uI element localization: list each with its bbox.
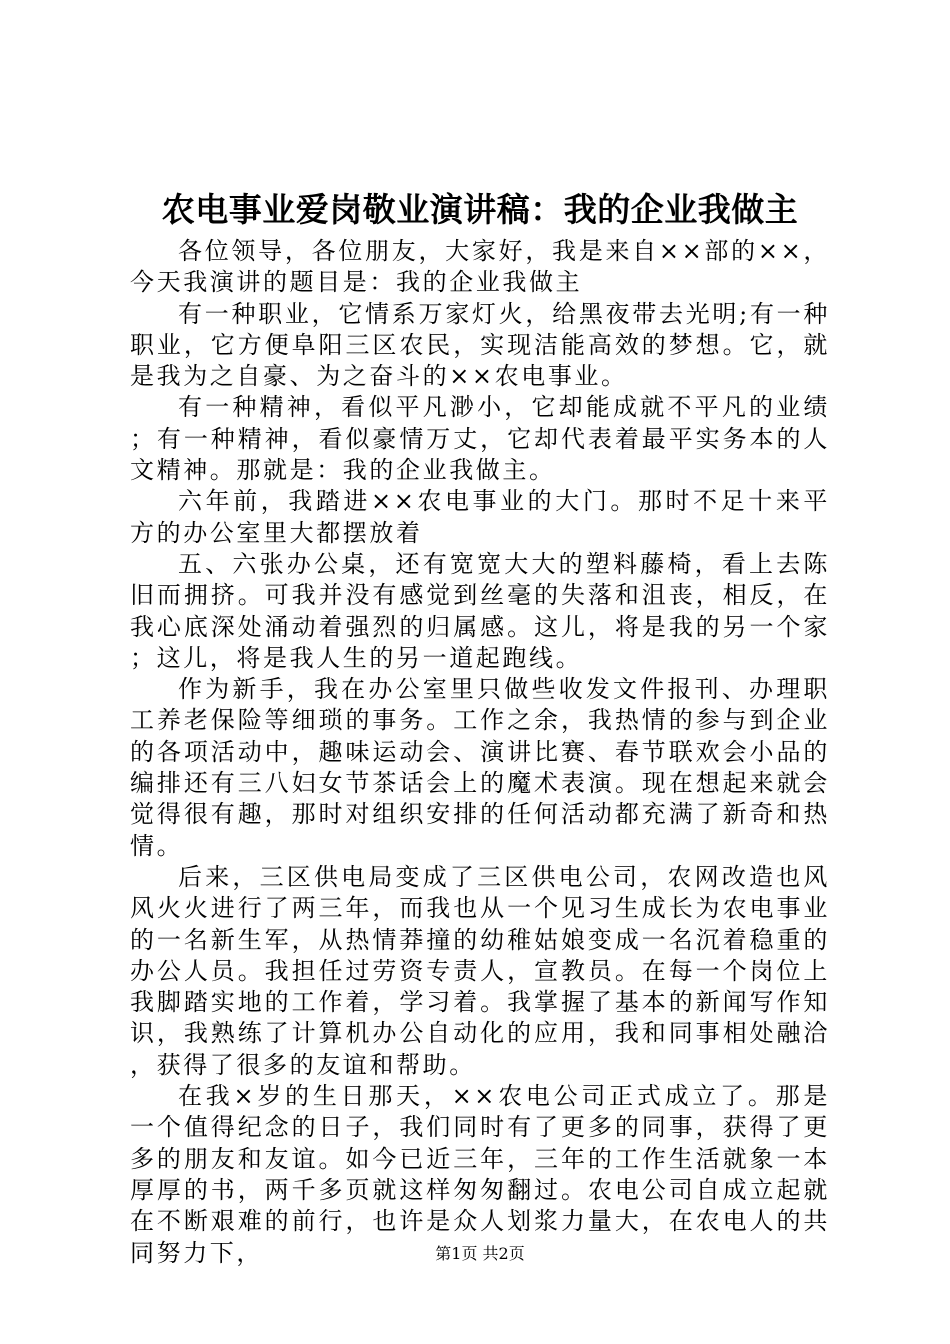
paragraph-company-founded: 在我×岁的生日那天，××农电公司正式成立了。那是一个值得纪念的日子，我们同时有了更多的同事，获得了更多的朋友和友谊。如今已近三年，三年的工作生活就象一本厚厚的书，两千多页就这样匆匆翻过。农电公司自成立起就在不断艰难的前行，也许是众人划浆力量大，在农电人的共同努力下， (130, 1082, 830, 1267)
page-number-footer: 第1页 共2页 (435, 1244, 525, 1263)
paragraph-greeting: 各位领导，各位朋友，大家好，我是来自××部的××，今天我演讲的题目是：我的企业我做主 (130, 237, 830, 297)
document-page (130, 0, 830, 1344)
paragraph-profession: 有一种职业，它情系万家灯火，给黑夜带去光明;有一种职业，它方便阜阳三区农民，实现洁能高效的梦想。它，就是我为之自豪、为之奋斗的××农电事业。 (130, 299, 830, 391)
document-body (130, 236, 830, 1269)
paragraph-spirit: 有一种精神，看似平凡渺小，它却能成就不平凡的业绩；有一种精神，看似豪情万丈，它却代表着最平实务本的人文精神。那就是：我的企业我做主。 (130, 393, 830, 485)
paragraph-office-desks: 五、六张办公桌，还有宽宽大大的塑料藤椅，看上去陈旧而拥挤。可我并没有感觉到丝毫的失落和沮丧，相反，在我心底深处涌动着强烈的归属感。这儿，将是我的另一个家；这儿，将是我人生的另一道起跑线。 (130, 549, 830, 672)
paragraph-six-years-ago: 六年前，我踏进××农电事业的大门。那时不足十来平方的办公室里大都摆放着 (130, 487, 830, 547)
document-title: 农电事业爱岗敬业演讲稿：我的企业我做主 (161, 190, 799, 229)
paragraph-newcomer: 作为新手，我在办公室里只做些收发文件报刊、办理职工养老保险等细琐的事务。工作之余，我热情的参与到企业的各项活动中，趣味运动会、演讲比赛、春节联欢会小品的编排还有三八妇女节茶话会上的魔术表演。现在想起来就会觉得很有趣，那时对组织安排的任何活动都充满了新奇和热情。 (130, 675, 830, 860)
paragraph-growth: 后来，三区供电局变成了三区供电公司，农网改造也风风火火进行了两三年，而我也从一个见习生成长为农电事业的一名新生军，从热情莽撞的幼稚姑娘变成一名沉着稳重的办公人员。我担任过劳资专责人，宣教员。在每一个岗位上我脚踏实地的工作着，学习着。我掌握了基本的新闻写作知识，我熟练了计算机办公自动化的应用，我和同事相处融洽，获得了很多的友谊和帮助。 (130, 862, 830, 1079)
